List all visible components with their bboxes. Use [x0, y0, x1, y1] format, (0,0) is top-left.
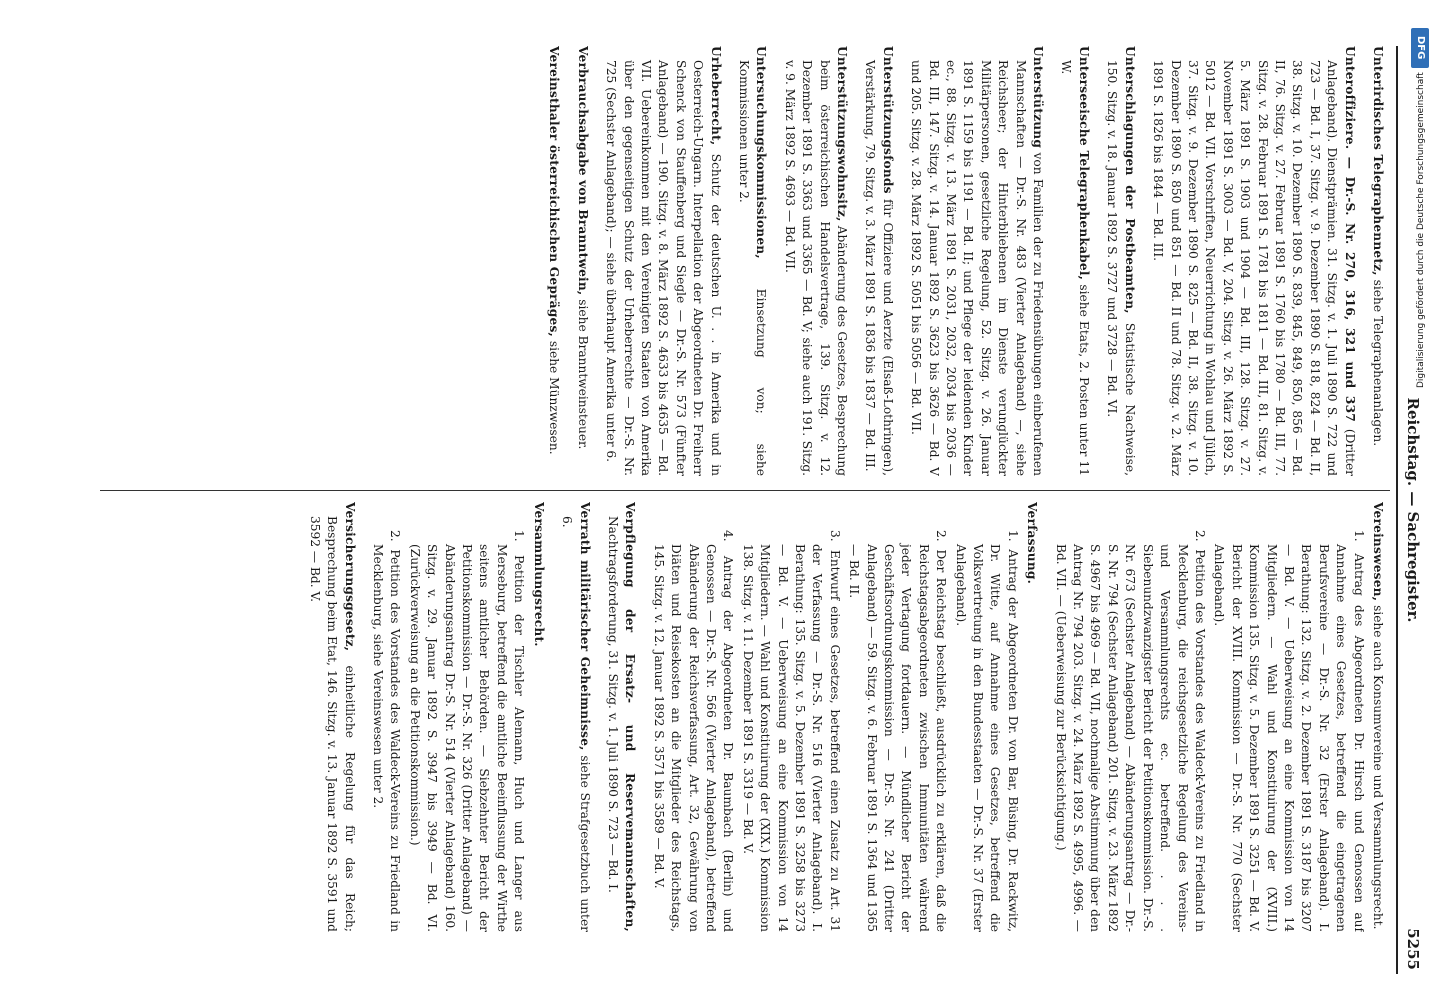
entry-subitem: [649, 530, 736, 932]
register-entry: [558, 502, 593, 932]
entry-text: (Dritter Anlageband). Dienstprämien. 31. Sitzg. v. 1. Juli 1890 S. 722 und 723 — Bd. I, 37. Sitzg. v. 9. Dezember 1890 S. 818, 824 — Bd. II, 38. Sitzg. v. 10. Dezember 1890 S. 839, 845, 849, 850, 856 — Bd. II, 76. Sitzg. v. 27. Februar 1891 S. 1760 bis 1780 — Bd. III, 77. Sitzg. v. 28. Februar 1891 S. 1781 bis 1811 — Bd. III, 81. Sitzg. v. 5. März 1891 S. 1903 und 1904 — Bd. III, 128. Sitzg. v. 27. November 1891 S. 3003 — Bd. V, 204. Sitzg. v. 26. März 1892 S. 5012 — Bd. VII. Vorschriften, Neuerrichtung in Wohlau und Jülich, 37. Sitzg. v. 9. Dezember 1890 S. 825 — Bd. II, 38. Sitzg. v. 10. Dezember 1890 S. 850 und 851 — Bd. II und 78. Sitzg. v. 2. März 1891 S. 1826 bis 1844 — Bd. III.: [1151, 60, 1357, 476]
subitem-number: 2.: [934, 530, 949, 542]
dfg-logo: DFG: [1411, 28, 1429, 68]
entry-text: siehe auch Konsumvereine und Versammlungsrecht.: [1371, 605, 1385, 930]
register-entry: [780, 46, 850, 476]
register-entry: [1057, 46, 1092, 476]
register-entry: [602, 46, 724, 476]
subitem-text: Petition des Vorstandes des Waldeck-Vereins zu Friedland in Mecklenburg, die reichsgesetzliche Regelung des Vereins- und Versammlungsrechts ec. betreffend. . . . Siebenundzwanzigster Bericht der Petitionskommission. Dr.-S. Nr. 673 (Sechster Anlageband) — Abänderungsantrag — Dr.-S. Nr. 794 (Sechster Anlageband) 201. Sitzg. v. 23. März 1892 S. 4967 bis 4969 — Bd. VII, nochmalige Abstimmung über den Antrag Nr. 794 203. Sitzg. v. 24. März 1892 S. 4995, 4996. — Bd. VII. — (Ueberweisung zur Berücksichtigung.): [1053, 544, 1207, 932]
register-entry: [1051, 502, 1386, 932]
register-entry: [545, 46, 562, 476]
entry-text: Schutz der deutschen U. . . in Amerika und in Oesterreich-Ungarn. Interpellation der Abgeordneten Dr. Freiherr Schenck von Stauffenberg und Siegle — Dr.-S. Nr. 573 (Fünfter Anlageband) — 190. Sitzg. v. 8. März 1892 S. 4633 bis 4635 — Bd. VII. Uebereinkommen mit den Vereinigten Staaten von Amerika über den gegenseitigen Schutz der Urheberrechte — Dr.-S. Nr. 725 (Sechster Anlageband); — siehe überhaupt Amerika unter 6.: [604, 60, 723, 476]
register-entry: [369, 502, 547, 932]
entry-text: siehe Branntweinsteuer.: [575, 299, 590, 450]
entry-subitem: [951, 530, 1021, 932]
entry-subitem: [1051, 530, 1208, 932]
entry-heading: Untersuchungskommissionen,: [754, 46, 769, 259]
page-number: 5255: [1404, 928, 1422, 970]
entry-heading: Verbrauchsabgabe von Branntwein,: [575, 46, 590, 296]
register-entry: [1103, 46, 1138, 476]
register-entry: [907, 46, 1046, 476]
register-entry: [861, 46, 896, 476]
subitem-text: Antrag der Abgeordneten Dr. von Bar, Büsing, Dr. Rackwitz, Dr. Witte, auf Annahme eines Gesetzes, betreffend die Volksvertretung in den Bundesstaaten — Dr.-S. Nr. 37 (Erster Anlageband).: [953, 544, 1020, 932]
entry-subitem: [1210, 530, 1367, 932]
entry-heading: Unterstützungswohnsitz,: [835, 46, 850, 222]
right-column: [86, 502, 1386, 932]
entry-text: Abänderung des Gesetzes, Besprechung beim österreichischen Handelsvertrage, 139. Sitzg. v. 12. Dezember 1891 S. 3363 und 3365 — Bd. V; siehe auch 191. Sitzg. v. 9. März 1892 S. 4693 — Bd. VII.: [782, 60, 850, 476]
dfg-sidebar: [1408, 24, 1432, 984]
entry-text: siehe Telegraphenanlagen.: [1371, 279, 1385, 447]
register-entry: [305, 502, 357, 932]
entry-subitem: [369, 530, 404, 932]
register-entry: [604, 502, 639, 932]
subitem-number: 1.: [1005, 530, 1020, 542]
subitem-number: 3.: [827, 530, 842, 542]
subitem-text: Petition des Vorstandes des Waldeck-Vereins zu Friedland in Mecklenburg, siehe Vereinswesen unter 2.: [371, 544, 403, 932]
subitem-number: 2.: [388, 530, 403, 542]
entry-heading: Unterirdisches Telegraphennetz,: [1371, 46, 1385, 276]
entry-subitem: [845, 530, 949, 932]
entry-subitem: [405, 530, 527, 932]
entry-heading: Verrath militärischer Geheimnisse,: [577, 502, 592, 751]
subitem-text: Petition der Tischler Alemann, Huch und Langer aus Merseburg, betreffend die amtliche Beeinflussung der Wirthe seitens amtlicher Behörden. — Siebzehnter Bericht der Petitionskommission — Dr.-S. Nr. 326 (Dritter Anlageband) — Abänderungsantrag Dr.-S. Nr. 514 (Vierter Anlageband) 160. Sitzg. v. 29. Januar 1892 S. 3947 bis 3949 — Bd. VI. (Zurückverweisung an die Petitionskommission.): [407, 544, 527, 932]
register-entry: [649, 502, 1040, 932]
subitem-text: Antrag der Abgeordneten Dr. Baumbach (Berlin) und Genossen — Dr.-S. Nr. 566 (Vierter Anlageband), betreffend Abänderung der Reichsverfassung, Art. 32, Gewährung von Diäten und Reisekosten an die Mitglieder des Reichstags, 145. Sitzg. v. 12. Januar 1892 S. 3571 bis 3589 — Bd. V.: [651, 544, 736, 932]
subitem-number: 1.: [512, 530, 527, 542]
funding-credit: Digitalisierung gefördert durch die Deutsche Forschungsgemeinschaft: [1416, 72, 1426, 388]
entry-text: von Familien der zu Friedensübungen einberufenen Mannschaften — Dr.-S. Nr. 483 (Vierter Anlageband) —, siehe Reichsheer; der Hinterbliebenen im Dienste verunglückter Militärpersonen, gesetzliche Regelung, 52. Sitzg. v. 26. Januar 1891 S. 1159 bis 1191 — Bd. II; und Pflege der leidenden Kinder ec., 88. Sitzg. v. 13. März 1891 S. 2031, 2032, 2034 bis 2036 — Bd. III, 147. Sitzg. v. 14. Januar 1892 S. 3623 bis 3626 — Bd. V und 205. Sitzg. v. 28. März 1892 S. 5051 bis 5056 — Bd. VII.: [909, 60, 1046, 476]
entry-text: Nachtragsforderung, 31. Sitzg. v. 1. Juli 1890 S. 723 — Bd. I.: [605, 516, 620, 893]
entry-heading: Unterstützungsfonds: [880, 46, 895, 194]
entry-heading: Versicherungsgesetz,: [342, 502, 357, 652]
entry-heading: Verfassung.: [1025, 502, 1040, 585]
entry-heading: Unterschlagungen der Postbeamten,: [1122, 46, 1137, 314]
entry-text: siehe Etats, 2. Posten unter 11 W.: [1059, 60, 1091, 476]
subitem-text: Entwurf eines Gesetzes, betreffend einen Zusatz zu Art. 31 der Verfassung — Dr.-S. Nr. 516 (Vierter Anlageband). I. Berathung: 135. Sitzg. v. 5. Dezember 1891 S. 3258 bis 3273 — Bd. V. — Ueberweisung an eine Kommission von 14 Mitgliedern. — Wahl und Konstituirung der (XIX.) Kommission 138. Sitzg. v. 11. Dezember 1891 S. 3319 — Bd. V.: [740, 544, 842, 932]
entry-heading: Verpflegung der Ersatz- und Reservemannschaften,: [623, 502, 638, 932]
subitem-text: Antrag des Abgeordneten Dr. Hirsch und Genossen auf Annahme eines Gesetzes, betreffend die eingetragenen Berufsvereine — Dr.-S. Nr. 32 (Erster Anlageband). I. Berathung: 132. Sitzg. v. 2. Dezember 1891 S. 3187 bis 3207 — Bd. V. — Ueberweisung an eine Kommission von 14 Mitgliedern. — Wahl und Konstituirung der (XVIII.) Kommission 135. Sitzg. v. 5. Dezember 1891 S. 3251 — Bd. V. Bericht der XVIII. Kommission — Dr.-S. Nr. 770 (Sechster Anlageband).: [1212, 544, 1366, 932]
register-entry: [735, 46, 770, 476]
register-entry: [573, 46, 590, 476]
entry-text: siehe Münzwesen.: [547, 340, 562, 455]
register-entry: [1149, 46, 1358, 476]
entry-text: Einsetzung von; siehe Kommissionen unter 2.: [737, 60, 769, 476]
entry-text: Statistische Nachweise, 150. Sitzg. v. 18. Januar 1892 S. 3727 und 3728 — Bd. VI.: [1105, 60, 1137, 476]
subitem-text: Der Reichstag beschließt, ausdrücklich zu erklären, daß die Reichstagsabgeordneten zwischen Immunitäten während jeder Vertagung fortdauern. — Mündlicher Bericht der Geschäftsordnungskommission — Dr.-S. Nr. 241 (Dritter Anlageband) — 59. Sitzg. v. 6. Februar 1891 S. 1364 und 1365 — Bd. II.: [847, 544, 949, 932]
entry-heading: Unterstützung: [1031, 46, 1046, 149]
header-rule: [1396, 46, 1398, 974]
register-entry: [1369, 46, 1386, 476]
rotated-sheet: [70, 40, 1430, 980]
subitem-number: 2.: [1192, 530, 1207, 542]
column-divider: [100, 490, 1390, 491]
entry-subitem: [738, 530, 842, 932]
subitem-number: 4.: [721, 530, 736, 542]
left-column: [86, 46, 1386, 476]
entry-heading: Unteroffiziere. — Dr.-S. Nr. 270, 316, 321 und 337: [1342, 46, 1357, 422]
entry-heading: Vereinswesen,: [1371, 502, 1385, 602]
page-title: Reichstag. — Sachregister.: [1404, 397, 1422, 623]
entry-text: siehe Strafgesetzbuch unter 6.: [560, 516, 592, 932]
entry-text: für Offiziere und Aerzte (Elsaß-Lothringen), Verstärkung, 79. Sitzg. v. 3. März 1891 S. 1836 bis 1837 — Bd. III.: [863, 60, 895, 476]
subitem-number: 1.: [1351, 530, 1366, 542]
entry-text: einheitliche Regelung für das Reich; Besprechung beim Etat, 146. Sitzg. v. 13. Januar 1892 S. 3591 und 3592 — Bd. V.: [307, 516, 357, 932]
entry-heading: Unterseeische Telegraphenkabel,: [1076, 46, 1091, 281]
entry-heading: Urheberrecht,: [708, 46, 723, 146]
entry-heading: Versammlungsrecht.: [531, 502, 546, 647]
entry-heading: Vereinsthaler österreichischen Gepräges,: [547, 46, 562, 337]
